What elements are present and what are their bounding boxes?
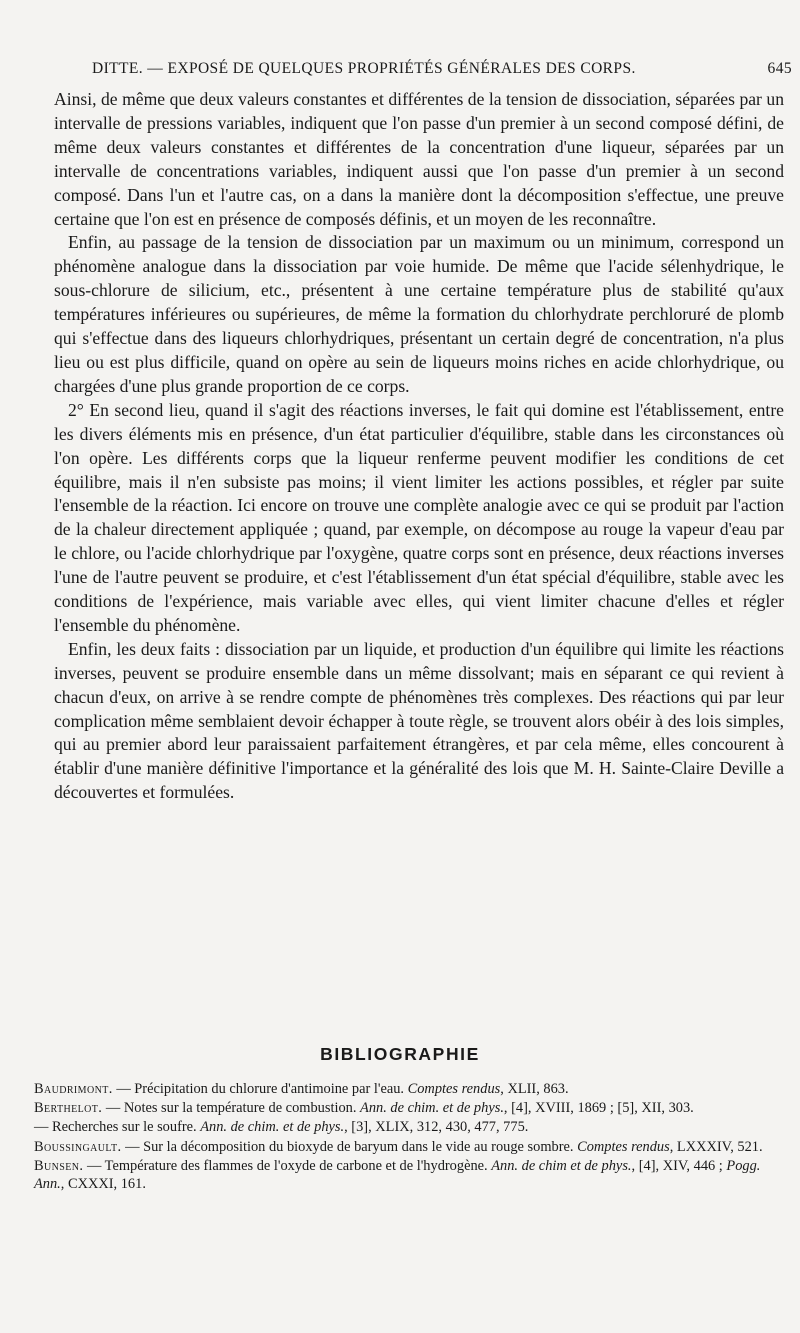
bibliography-entry [34,1099,774,1117]
entry-ref-2: , CXXXI, 161. [60,1176,146,1193]
entry-ref: , XLII, 863. [500,1081,569,1097]
entry-author: Berthelot. [34,1100,103,1117]
entry-journal: Comptes rendus [577,1138,670,1155]
bibliography-title: BIBLIOGRAPHIE [320,1044,480,1064]
paragraph: Enfin, les deux faits : dissociation par un liquide, et production d'un équilibre qui limite les réactions inverses, peuvent se produire ensemble dans un même dissolvant; mais en séparant ce qui revient à chacun d'eux, on arrive à se rendre compte de phénomènes très complexes. Des réactions qui par leur complication même semblaient devoir échapper à toute règle, se trouvent alors obéir à des lois simples, qui au premier abord leur paraissaient parfaitement étrangères, et par cela même, elles concourent à établir d'une manière définitive l'importance et la généralité des lois que M. H. Sainte-Claire Deville a découvertes et formulées. [54,638,784,803]
entry-journal: Ann. de chim. et de phys. [360,1100,504,1117]
entry-journal: Ann. de chim. et de phys. [200,1119,345,1136]
paragraph: 2° En second lieu, quand il s'agit des réactions inverses, le fait qui domine est l'établissement, entre les divers éléments mis en présence, d'un état particulier d'équilibre, stable dans les circonstances où l'on opère. Les différents corps que la liqueur renferme peuvent modifier les conditions de cet équilibre, mais il n'en subsiste pas moins; il vient limiter les actions possibles, et régler par suite l'ensemble de la réaction. Ici encore on trouve une complète analogie avec ce qui se produit par l'action de la chaleur directement appliquée ; quand, par exemple, on décompose au rouge la vapeur d'eau par le chlore, ou l'acide chlorhydrique par l'oxygène, quatre corps sont en présence, deux réactions inverses l'une de l'autre peuvent se produire, et c'est l'établissement d'un état spécial d'équilibre, stable avec les conditions de l'expérience, mais variable avec elles, qui vient limiter chacune d'elles et régler l'ensemble du phénomène. [54,399,784,635]
entry-ref: , [3], XLIX, 312, 430, 477, 775. [344,1119,529,1136]
entry-text: — Sur la décomposition du bioxyde de baryum dans le vide au rouge sombre. [121,1138,578,1155]
header-title: DITTE. — EXPOSÉ DE QUELQUES PROPRIÉTÉS GÉNÉRALES DES CORPS. [92,60,636,77]
paragraph: Enfin, au passage de la tension de dissociation par un maximum ou un minimum, correspond un phénomène analogue dans la dissociation par voie humide. De même que l'acide sélenhydrique, le sous-chlorure de silicium, etc., présentent à une certaine température plus de stabilité qu'aux températures inférieures ou supérieures, de même la formation du chlorhydrate perchloruré de plomb qui s'effectue dans des liqueurs chlorhydriques, présentant un certain degré de concentration, n'a plus lieu ou est plus difficile, quand on opère au sein de liqueurs moins riches en acide chlorhydrique, ou chargées d'une plus grande proportion de ce corps. [54,232,784,396]
entry-text: — Précipitation du chlorure d'antimoine par l'eau. [112,1081,408,1097]
entry-journal-2: Pogg. Ann. [34,1157,761,1193]
entry-ref: , [4], XVIII, 1869 ; [5], XII, 303. [503,1100,694,1117]
entry-author: Baudrimont. [34,1081,113,1097]
page-number: 645 [767,60,792,77]
paragraph: Ainsi, de même que deux valeurs constantes et différentes de la tension de dissociation, séparées par un intervalle de pressions variables, indiquent que l'on passe d'un premier à un second composé défini, de même deux valeurs constantes et différentes de la concentration d'une liqueur, séparées par un intervalle de concentrations variables, indiquent aussi que l'on passe d'un premier à un second composé. Dans l'un et l'autre cas, on a dans la manière dont la décomposition s'effectue, une preuve certaine que l'on est en présence de composés définis, et un moyen de les reconnaître. [54,89,784,229]
entry-author: Boussingault. [34,1138,122,1155]
entry-journal: Ann. de chim et de phys. [491,1157,632,1174]
entry-ref: , LXXXIV, 521. [669,1138,763,1155]
entry-text: — Température des flammes de l'oxyde de carbone et de l'hydrogène. [83,1157,492,1174]
bibliography-entry [34,1118,774,1136]
entry-text: — Notes sur la température de combustion. [102,1100,361,1117]
entry-ref: , [4], XIV, 446 ; [631,1157,727,1174]
entry-author: Bunsen. [34,1157,84,1174]
bibliography-entry [34,1157,774,1193]
main-text [54,88,784,805]
bibliography-entry [34,1080,774,1098]
entry-text: — Recherches sur le soufre. [34,1119,201,1136]
bibliography-list [34,1080,774,1194]
running-header [92,60,792,84]
entry-journal: Comptes rendus [407,1081,501,1097]
bibliography-entry [34,1138,774,1156]
